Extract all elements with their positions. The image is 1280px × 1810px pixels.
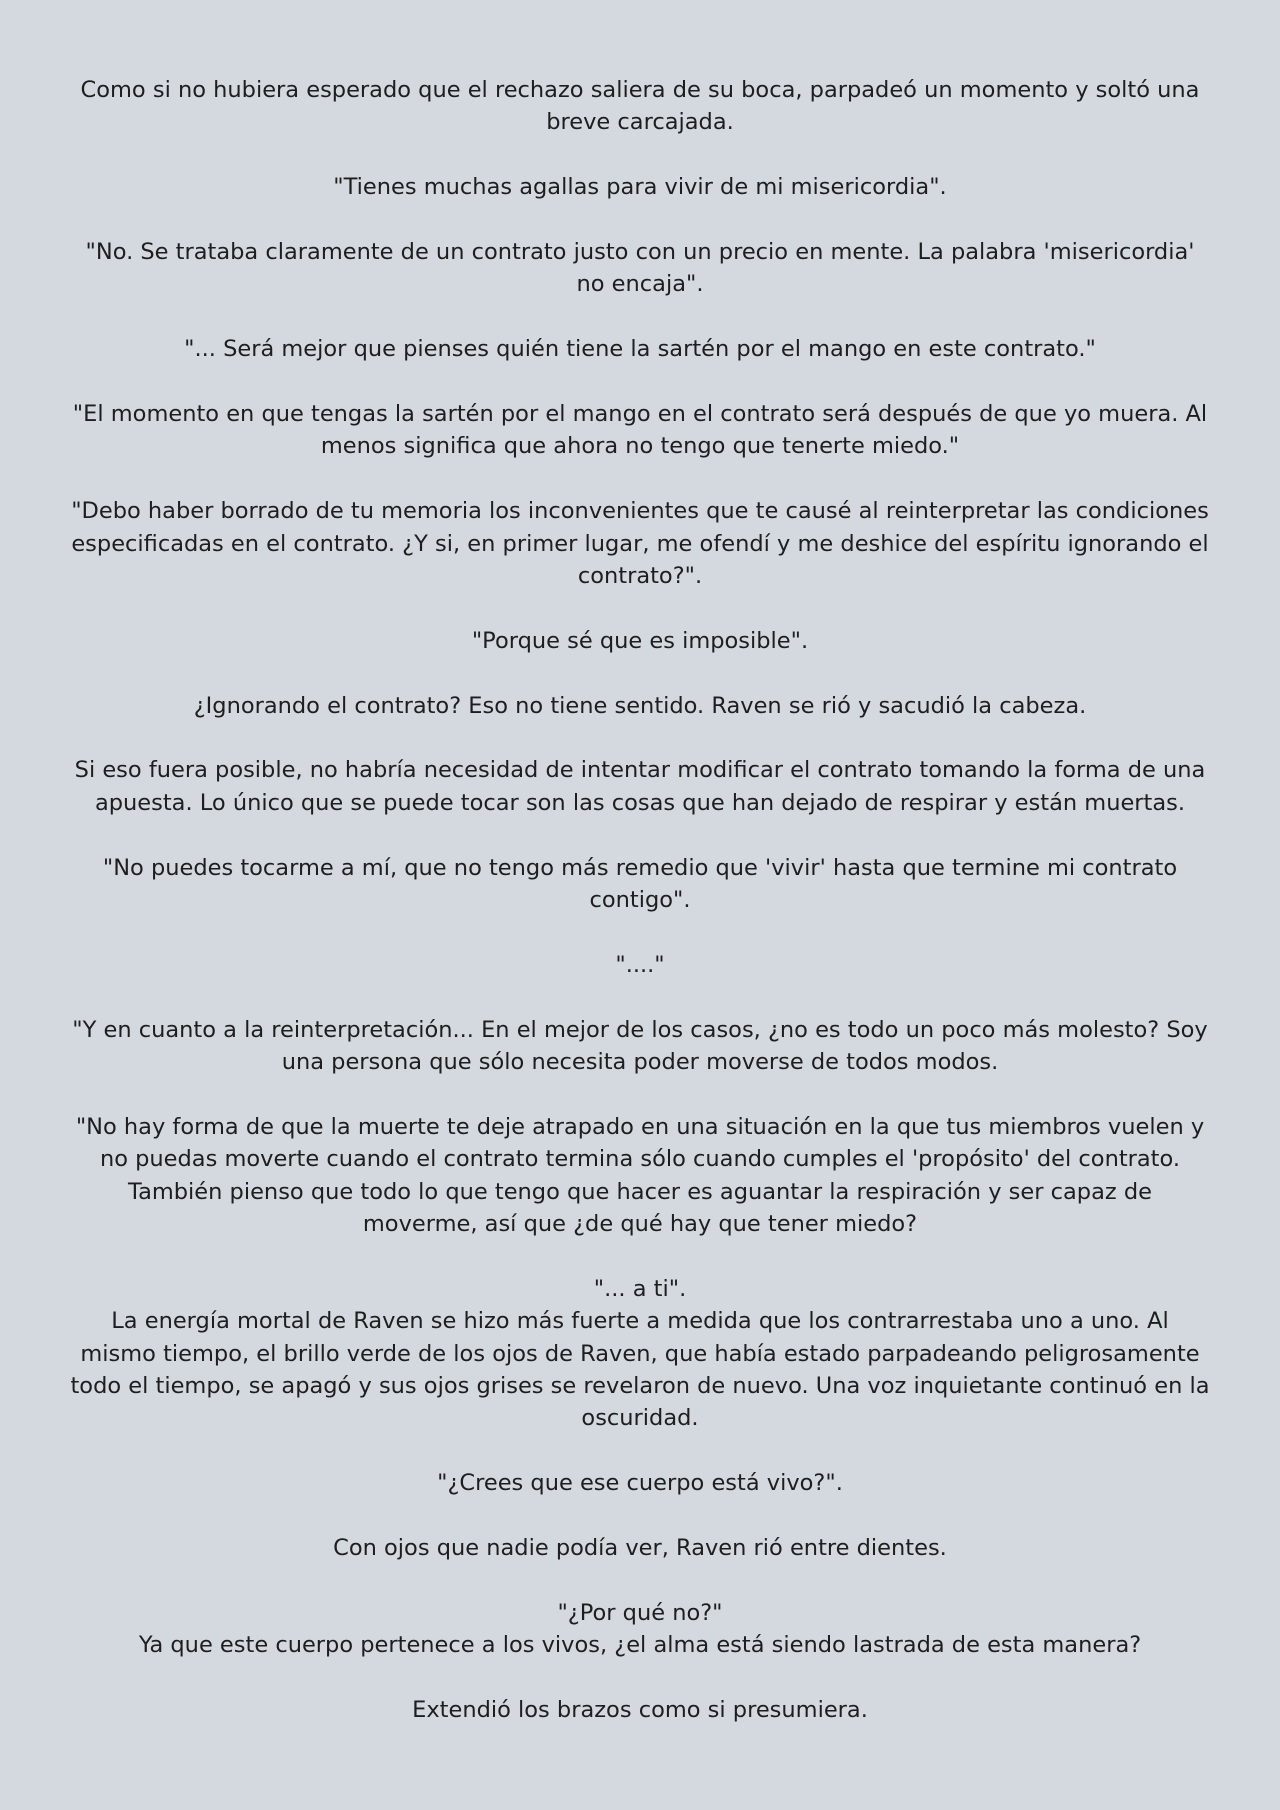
paragraph-3: "No. Se trataba claramente de un contrato justo con un precio en mente. La palabra 'misericordia' no encaja".	[85, 239, 1195, 298]
paragraph-6: "Debo haber borrado de tu memoria los inconvenientes que te causé al reinterpretar las condiciones especificadas en el contrato. ¿Y si, en primer lugar, me ofendí y me deshice del espíritu ignorando el contrato?".	[71, 498, 1209, 590]
paragraph-12: "Y en cuanto a la reinterpretación... En el mejor de los casos, ¿no es todo un poco más molesto? Soy una persona que sólo necesita poder moverse de todos modos.	[72, 1016, 1208, 1076]
paragraph-16: "¿Crees que ese cuerpo está vivo?".	[437, 1470, 843, 1497]
paragraph-4: "... Será mejor que pienses quién tiene la sartén por el mango en este contrato."	[184, 336, 1096, 363]
paragraph-19: Ya que este cuerpo pertenece a los vivos, ¿el alma está siendo lastrada de esta manera?	[138, 1632, 1142, 1659]
paragraph-13: "No hay forma de que la muerte te deje atrapado en una situación en la que tus miembros vuelen y no puedas moverte cuando el contrato termina sólo cuando cumples el 'propósito' del contrato. También pienso que todo lo que tengo que hacer es aguantar la respiración y ser capaz de moverme, así que ¿de qué hay que tener miedo?	[75, 1113, 1205, 1238]
paragraph-8: ¿Ignorando el contrato? Eso no tiene sentido. Raven se rió y sacudió la cabeza.	[193, 692, 1087, 719]
paragraph-17: Con ojos que nadie podía ver, Raven rió entre dientes.	[333, 1535, 947, 1562]
paragraph-1: Como si no hubiera esperado que el rechazo saliera de su boca, parpadeó un momento y soltó una breve carcajada.	[80, 77, 1200, 136]
paragraph-9: Si eso fuera posible, no habría necesidad de intentar modificar el contrato tomando la forma de una apuesta. Lo único que se puede tocar son las cosas que han dejado de respirar y están muertas.	[74, 757, 1206, 816]
paragraph-7: "Porque sé que es imposible".	[471, 627, 809, 654]
paragraph-10: "No puedes tocarme a mí, que no tengo más remedio que 'vivir' hasta que termine mi contrato contigo".	[102, 854, 1178, 914]
paragraph-2: "Tienes muchas agallas para vivir de mi misericordia".	[333, 174, 947, 201]
paragraph-11: "...."	[615, 951, 665, 978]
paragraph-14: "... a ti".	[593, 1275, 687, 1302]
paragraph-5: "El momento en que tengas la sartén por el mango en el contrato será después de que yo muera. Al menos significa que ahora no tengo que tenerte miedo."	[72, 401, 1208, 460]
paragraph-15: La energía mortal de Raven se hizo más fuerte a medida que los contrarrestaba uno a uno. Al mismo tiempo, el brillo verde de los ojos de Raven, que había estado parpadeando peligrosamente todo el tiempo, se apagó y sus ojos grises se revelaron de nuevo. Una voz inquietante continuó en la oscuridad.	[70, 1308, 1210, 1432]
paragraph-20: Extendió los brazos como si presumiera.	[412, 1697, 868, 1724]
paragraph-18: "¿Por qué no?"	[557, 1599, 723, 1626]
